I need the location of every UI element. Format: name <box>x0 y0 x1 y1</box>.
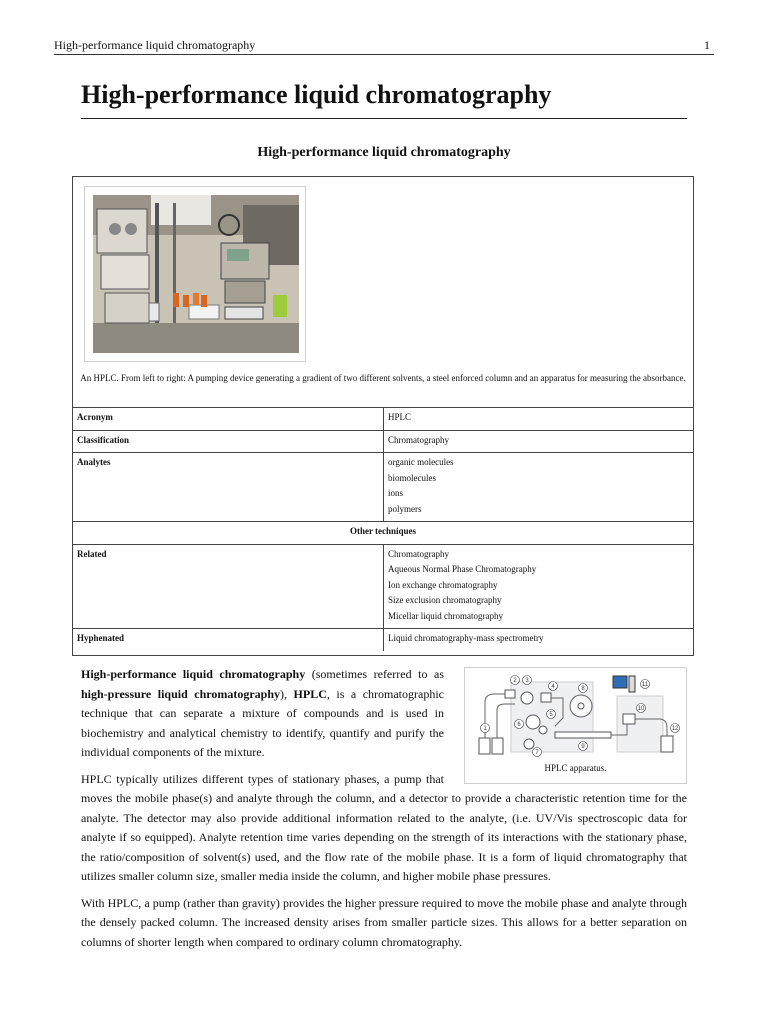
acronym-value: HPLC <box>384 408 694 431</box>
infobox-table <box>73 407 693 651</box>
analytes-label: Analytes <box>73 453 384 522</box>
related-link[interactable]: Micellar liquid chromatography <box>388 610 503 621</box>
analyte-item: polymers <box>388 503 422 514</box>
page-number: 1 <box>704 38 710 52</box>
figure-caption: HPLC apparatus. <box>544 763 607 773</box>
related-values <box>384 544 694 629</box>
related-label: Related <box>73 544 384 629</box>
callout-2: 2 <box>513 678 517 684</box>
infobox-section-other-techniques <box>73 522 693 545</box>
intro-text: , is a chromatographic technique that can separate a mixture of compounds and is used in biochemistry and analytical chemistry to identify, quantify and purify the individual components of the mixture. <box>81 686 444 759</box>
intro-text: (sometimes referred to as <box>305 667 444 681</box>
infobox-row-acronym <box>73 408 693 431</box>
infobox-row-analytes <box>73 453 693 522</box>
callout-6: 6 <box>517 722 521 728</box>
hplc-photo-illustration <box>93 195 299 353</box>
running-header <box>54 38 714 55</box>
callout-3: 3 <box>525 678 529 684</box>
infobox-row-related <box>73 544 693 629</box>
related-link[interactable]: Chromatography <box>388 548 449 559</box>
hplc-photo <box>84 186 306 362</box>
analyte-item: ions <box>388 488 404 498</box>
callout-9: 9 <box>581 744 585 750</box>
callout-7: 7 <box>535 750 539 756</box>
related-link[interactable]: Aqueous Normal Phase Chromatography <box>388 564 537 574</box>
figure-spacer <box>444 665 687 781</box>
body-paragraph: With HPLC, a pump (rather than gravity) provides the higher pressure required to move the mobile phase and analyte through the densely packed column. The increased density arises from smaller particle sizes. This allows for a better separation on columns of shorter length when compared to ordinary column chromatography. <box>81 895 687 949</box>
callout-4: 4 <box>551 684 555 690</box>
callout-1: 1 <box>483 726 487 732</box>
page-title: High-performance liquid chromatography <box>81 78 687 119</box>
intro-text: ), <box>280 686 294 701</box>
callout-11: 11 <box>641 682 649 688</box>
analytes-values <box>384 453 694 522</box>
acronym-label: Acronym <box>73 408 384 431</box>
body-paragraph: HPLC typically utilizes different types of stationary phases, a pump that moves the mobile phase(s) and analyte through the column, and a detector to provide a characteristic retention time for the analyte. The detector may also provide additional information related to the analyte, (i.e. UV/Vis spectroscopic data for analyte if so equipped). Analyte retention time varies depending on the strength of its interactions with the stationary phase, the ratio/composition of solvent(s) used, and the flow rate of the mobile phase. It is a form of liquid chromatography that utilizes smaller column size, smaller media inside the column, and higher mobile phase pressures. <box>81 771 687 883</box>
analyte-item: biomolecules <box>388 472 436 483</box>
infobox-caption: High-performance liquid chromatography <box>257 145 511 160</box>
analyte-item: organic molecules <box>388 457 454 467</box>
term-hplc-full: High-performance liquid chromatography <box>81 667 306 681</box>
callout-5: 5 <box>549 712 553 718</box>
article-body <box>81 665 687 959</box>
related-link[interactable]: Size exclusion chromatography <box>388 595 502 605</box>
term-hplc-acronym: HPLC <box>293 686 327 701</box>
running-header-title: High-performance liquid chromatography <box>54 38 256 52</box>
related-link[interactable]: Ion exchange chromatography <box>388 579 498 590</box>
callout-10: 10 <box>637 706 645 712</box>
hyphenated-label: Hyphenated <box>73 629 384 651</box>
infobox-row-hyphenated <box>73 629 693 651</box>
infobox <box>72 176 694 656</box>
classification-label: Classification <box>73 430 384 453</box>
photo-caption: An HPLC. From left to right: A pumping device generating a gradient of two different solvents, a steel enforced column and an apparatus for measuring the absorbance. <box>80 373 686 383</box>
callout-12: 12 <box>671 726 679 732</box>
callout-8: 8 <box>581 686 585 692</box>
classification-value: Chromatography <box>384 430 694 453</box>
infobox-row-classification <box>73 430 693 453</box>
section-heading: Other techniques <box>73 522 693 545</box>
hyphenated-value[interactable]: Liquid chromatography-mass spectrometry <box>384 629 694 651</box>
term-high-pressure: high-pressure liquid chromatography <box>81 686 281 701</box>
